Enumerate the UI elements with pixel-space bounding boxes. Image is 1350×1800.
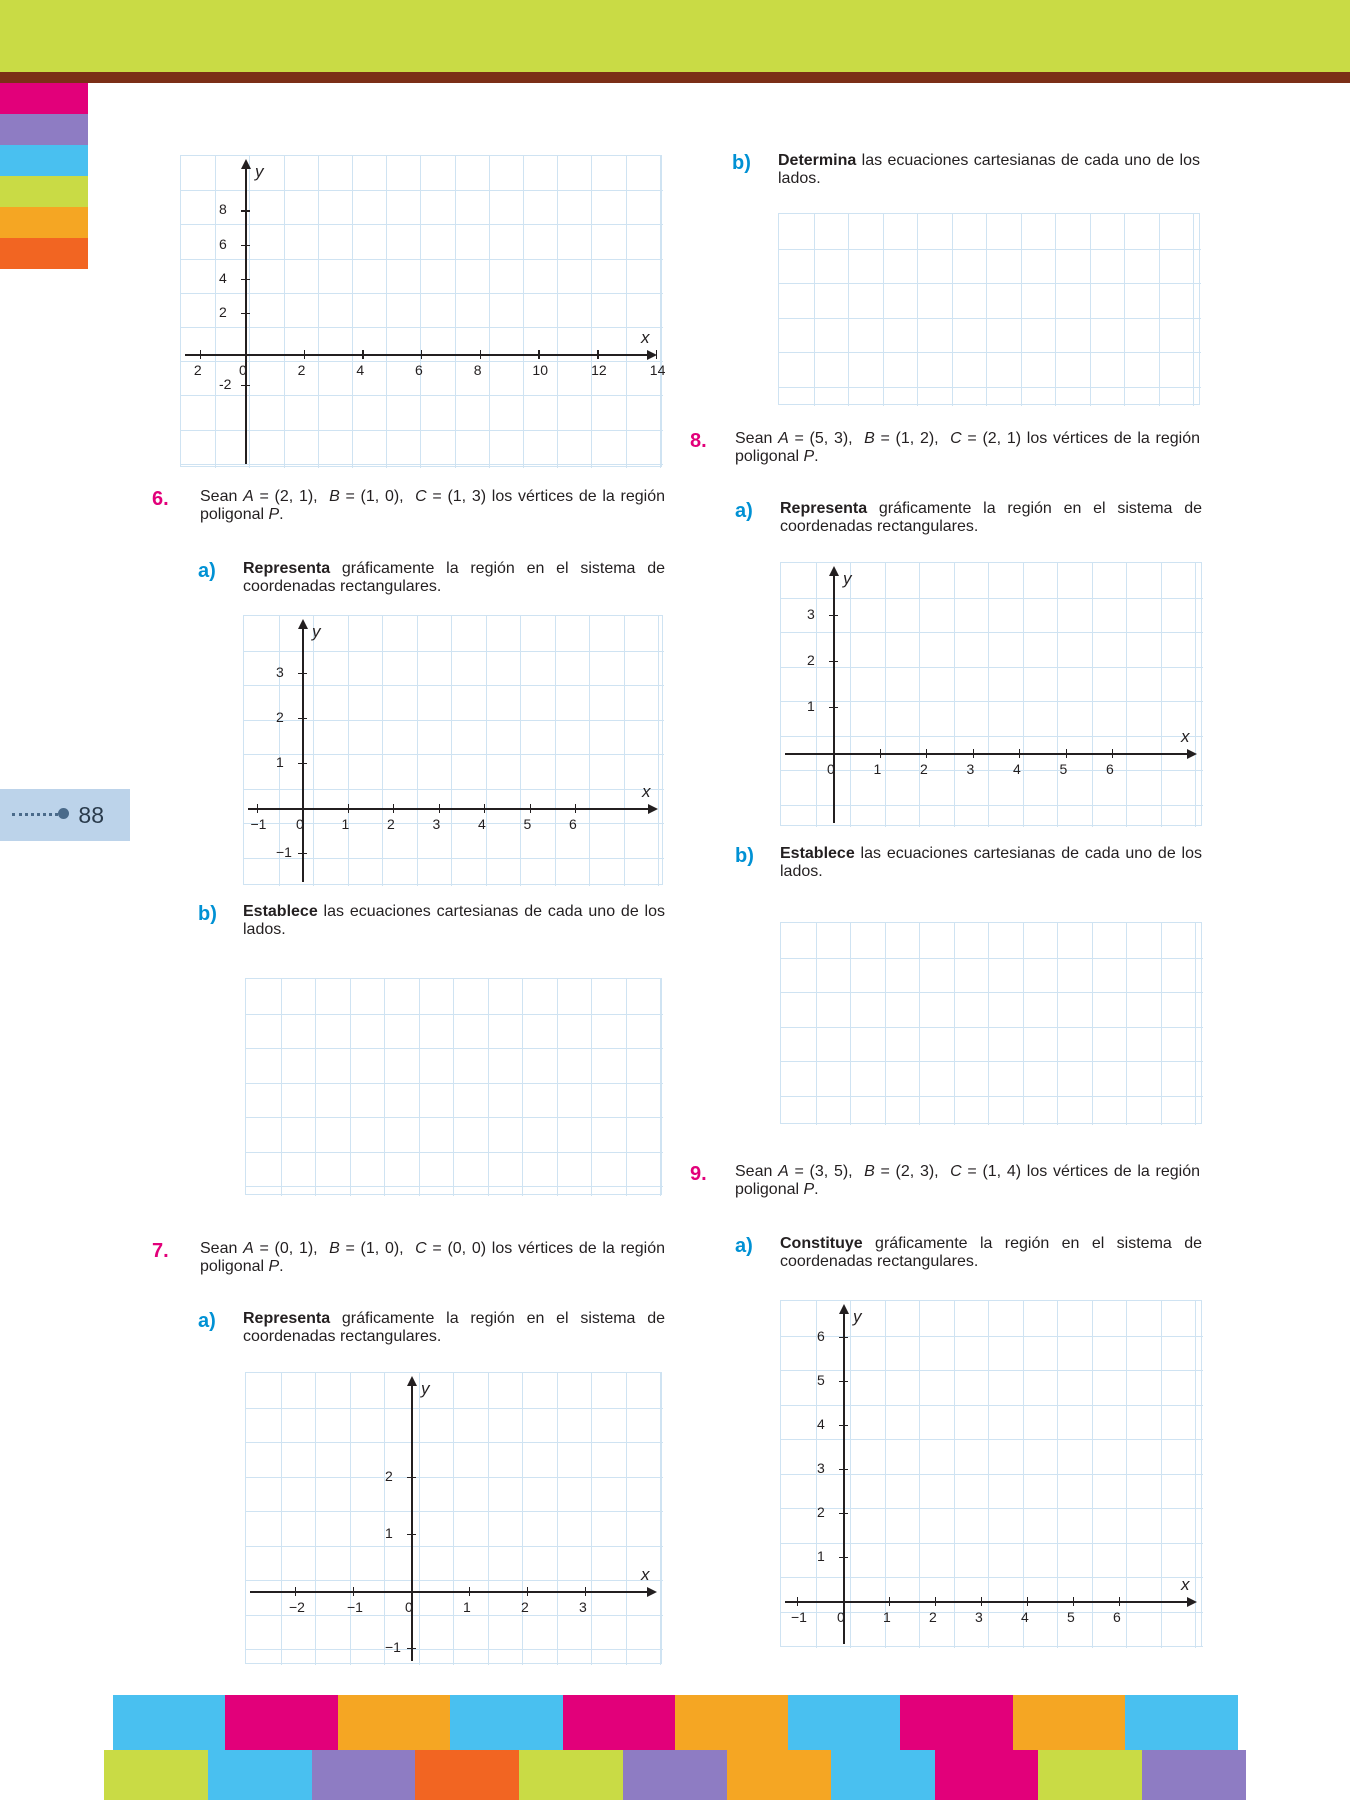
y-tick [298,718,307,719]
color-swatch [519,1750,623,1800]
y-tick [241,385,250,386]
x-tick [1119,1597,1120,1606]
x-tick-label: 0 [405,1599,413,1615]
x-tick [797,1597,798,1606]
y-tick [839,1337,848,1338]
page-tab-dots [12,813,58,816]
y-axis-arrow [241,159,251,169]
x-tick [935,1597,936,1606]
y-tick-label: −1 [385,1639,401,1655]
top-right-item-text [778,152,1200,188]
exercise-6b-rest: las ecuaciones cartesianas de cada uno de los lados. [243,903,665,938]
x-tick-label: 4 [478,816,486,832]
exercise-9-number: 9. [690,1163,707,1185]
y-tick-label: 2 [219,303,227,320]
exercise-6b-text [243,903,665,939]
top-color-band [0,0,1350,72]
x-tick-label: 2 [920,761,928,777]
exercise-8-number: 8. [690,430,707,452]
color-swatch [935,1750,1039,1800]
y-tick [829,707,838,708]
x-tick-label: 0 [837,1609,845,1625]
grid-lines [781,923,1201,1123]
y-tick [839,1469,848,1470]
x-axis [248,808,652,810]
x-tick-label: 1 [463,1599,471,1615]
color-swatch [104,1750,208,1800]
x-axis [185,354,651,356]
y-axis [245,168,247,464]
y-axis-arrow [407,1376,417,1386]
x-tick [295,1587,296,1596]
x-tick [362,350,363,359]
exercise-6-statement: Sean A = (2, 1), B = (1, 0), C = (1, 3) los vértices de la región poligonal P. [200,488,666,523]
exercise-7a-text [243,1310,665,1346]
y-axis-label: y [312,622,321,641]
x-tick [530,804,531,813]
graph-exercise-7a [245,1372,662,1664]
x-tick-label: −1 [250,816,267,832]
y-axis-label: y [421,1379,430,1398]
y-tick [241,279,250,280]
x-tick-label: 1 [873,761,882,777]
color-swatch [113,1695,226,1750]
y-tick-label: 5 [817,1372,825,1388]
x-tick-label: 14 [649,362,666,378]
y-tick-label: 1 [276,754,284,770]
x-tick-label: 5 [1059,761,1068,777]
y-tick-label: 3 [807,606,815,622]
exercise-6a-text [243,560,665,596]
x-tick-label: 3 [975,1609,983,1625]
x-tick [597,350,598,359]
y-axis [843,1313,845,1644]
color-swatch [675,1695,788,1750]
exercise-7-statement: Sean A = (0, 1), B = (1, 0), C = (0, 0) los vértices de la región poligonal P. [200,1240,666,1275]
exercise-9a-letter: a) [735,1235,753,1257]
exercise-9-statement: Sean A = (3, 5), B = (2, 3), C = (1, 4) los vértices de la región poligonal P. [735,1163,1201,1198]
side-color-swatches [0,83,88,269]
exercise-7a-rest: gráficamente la región en el sistema de coordenadas rectangulares. [243,1310,665,1345]
bottom-bar-bottom [0,1750,1350,1800]
bottom-bar-top [0,1695,1350,1750]
x-tick-label: −1 [791,1609,807,1625]
color-swatch [788,1695,901,1750]
x-tick-label: 1 [341,816,350,832]
y-tick [839,1513,848,1514]
exercise-8b-lead: Establece [780,845,855,862]
x-axis-label: x [642,782,651,801]
y-tick-label: 2 [807,652,815,668]
y-tick-label: −1 [276,844,292,860]
color-swatch [225,1695,338,1750]
graph-exercise-9a [780,1300,1202,1647]
color-swatch [0,1695,113,1750]
x-tick-label: 6 [569,816,577,832]
color-swatch [338,1695,451,1750]
exercise-8a-rest: gráficamente la región en el sistema de coordenadas rectangulares. [780,500,1202,535]
y-tick [298,673,307,674]
y-tick [241,210,250,211]
x-tick-label: −2 [289,1599,305,1615]
page-number: 88 [78,801,104,828]
y-tick [241,245,250,246]
color-swatch [900,1695,1013,1750]
x-tick-label: 10 [532,362,548,378]
y-tick-label: 1 [807,698,815,714]
x-tick [304,350,305,359]
y-tick-label: 6 [219,235,227,252]
exercise-6b-letter: b) [198,903,217,925]
x-tick [981,1597,982,1606]
graph-exercise-8a [780,562,1202,826]
graph-exercise-5 [180,155,666,467]
color-swatch [312,1750,416,1800]
y-tick [298,763,307,764]
grid-lines [246,979,661,1194]
y-axis-arrow [839,1304,849,1314]
color-swatch [623,1750,727,1800]
exercise-6a-letter: a) [198,560,216,582]
y-tick-label: 1 [817,1548,825,1564]
x-tick-label: 2 [387,816,395,832]
x-tick [421,350,422,359]
x-tick-label: 12 [591,362,607,378]
x-axis-label: x [1181,1575,1190,1594]
bottom-decoration [0,1695,1350,1800]
x-tick [880,749,881,758]
x-axis-label: x [1181,727,1190,746]
grid-lines [181,156,661,466]
y-tick-label: 2 [276,709,284,725]
top-rule [0,72,1350,83]
x-tick [538,350,539,359]
y-tick [407,1534,416,1535]
y-tick-label: 1 [385,1525,393,1541]
exercise-9a-lead: Constituye [780,1235,863,1252]
x-tick-label: 3 [966,761,975,777]
y-axis-label: y [853,1307,862,1326]
graph-exercise-6a [243,615,663,885]
y-tick [241,313,250,314]
grid-lines [779,214,1199,404]
x-tick-label: 8 [473,362,482,378]
y-axis-arrow [829,566,839,576]
x-tick [257,804,258,813]
x-tick-label: 6 [415,362,423,378]
x-tick-label: 4 [1013,761,1021,777]
x-tick-label: 0 [239,362,247,378]
x-axis-arrow [648,804,658,814]
x-tick [656,350,657,359]
x-tick-label: −1 [347,1599,363,1615]
x-tick [585,1587,586,1596]
y-tick [829,615,838,616]
y-tick [839,1425,848,1426]
x-tick-label: 2 [521,1599,529,1615]
x-axis [785,753,1191,755]
answer-box-6b[interactable] [245,978,662,1195]
y-tick [829,661,838,662]
y-tick-label: 4 [817,1416,825,1432]
x-tick-label: 2 [297,362,306,378]
x-tick [1019,749,1020,758]
exercise-6a-rest: gráficamente la región en el sistema de coordenadas rectangulares. [243,560,665,595]
x-tick [1027,1597,1028,1606]
x-tick [353,1587,354,1596]
y-tick-label: -2 [219,375,232,392]
x-tick [575,804,576,813]
y-tick [839,1381,848,1382]
side-color-swatch [0,114,88,145]
x-axis [250,1591,651,1593]
color-swatch [1246,1750,1350,1800]
exercise-7a-letter: a) [198,1310,216,1332]
top-right-item-letter: b) [732,152,751,174]
color-swatch [1238,1695,1350,1750]
x-tick [527,1587,528,1596]
color-swatch [1013,1695,1126,1750]
top-right-item-rest: las ecuaciones cartesianas de cada uno de los lados. [778,152,1200,187]
x-tick-label: 4 [1021,1609,1029,1625]
exercise-8b-letter: b) [735,845,754,867]
x-tick [973,749,974,758]
exercise-8-statement: Sean A = (5, 3), B = (1, 2), C = (2, 1) los vértices de la región poligonal P. [735,430,1201,465]
exercise-7a-lead: Representa [243,1310,331,1327]
y-tick [407,1477,416,1478]
color-swatch [1125,1695,1238,1750]
exercise-6a-lead: Representa [243,560,331,577]
y-axis-arrow [298,619,308,629]
exercise-8b-text [780,845,1202,881]
exercise-7-number: 7. [152,1240,169,1262]
y-axis-label: y [843,569,852,588]
exercise-8a-letter: a) [735,500,753,522]
x-tick [889,1597,890,1606]
side-color-swatch [0,176,88,207]
y-axis [833,575,835,823]
y-tick [298,853,307,854]
x-tick-label: 4 [356,362,365,378]
color-swatch [1142,1750,1246,1800]
x-tick [348,804,349,813]
x-tick [480,350,481,359]
top-right-item-lead: Determina [778,152,857,169]
color-swatch [415,1750,519,1800]
color-swatch [1038,1750,1142,1800]
color-swatch [727,1750,831,1800]
exercise-8a-text [780,500,1202,536]
x-tick-label: 0 [296,816,304,832]
exercise-9a-text [780,1235,1202,1271]
page-tab-bullet [58,808,69,819]
x-axis-arrow [647,1587,657,1597]
x-tick-label: 0 [827,761,835,777]
x-axis-arrow [1187,1597,1197,1607]
exercise-6-number: 6. [152,488,169,510]
y-tick-label: 3 [817,1460,825,1476]
side-color-swatch [0,238,88,269]
exercise-9a-rest: gráficamente la región en el sistema de coordenadas rectangulares. [780,1235,1202,1270]
x-tick [1073,1597,1074,1606]
page-number-tab [0,789,130,841]
answer-box-8b[interactable] [780,922,1202,1124]
color-swatch [563,1695,676,1750]
exercise-6b-lead: Establece [243,903,318,920]
x-tick-label: 5 [523,816,532,832]
x-tick-label: 2 [929,1609,937,1625]
side-color-swatch [0,83,88,114]
x-axis-arrow [1187,749,1197,759]
x-tick-label: 2 [193,362,202,378]
side-color-swatch [0,145,88,176]
side-color-swatch [0,207,88,238]
color-swatch [0,1750,104,1800]
x-tick [393,804,394,813]
y-tick [407,1648,416,1649]
x-tick [439,804,440,813]
x-tick [926,749,927,758]
y-tick-label: 8 [219,201,227,218]
x-tick [1066,749,1067,758]
color-swatch [450,1695,563,1750]
x-tick-label: 5 [1067,1609,1075,1625]
x-tick-label: 3 [579,1599,587,1615]
y-tick [839,1557,848,1558]
x-tick [484,804,485,813]
color-swatch [831,1750,935,1800]
y-tick-label: 4 [219,269,227,286]
x-tick-label: 3 [432,816,441,832]
y-axis [411,1385,413,1661]
x-tick [469,1587,470,1596]
y-tick-label: 3 [276,664,284,680]
exercise-8a-lead: Representa [780,500,868,517]
answer-box-top-right[interactable] [778,213,1200,405]
x-tick-label: 6 [1106,761,1114,777]
y-tick-label: 6 [817,1328,825,1344]
grid-lines [781,563,1201,825]
exercise-8b-rest: las ecuaciones cartesianas de cada uno de los lados. [780,845,1202,880]
x-axis-label: x [641,328,650,347]
x-tick [1112,749,1113,758]
y-tick-label: 2 [817,1504,825,1520]
color-swatch [208,1750,312,1800]
grid-lines [246,1373,661,1663]
x-axis-label: x [641,1565,650,1584]
x-axis [785,1601,1191,1603]
y-axis [302,628,304,882]
grid-lines [244,616,662,884]
x-tick [200,350,201,359]
y-axis-label: y [255,162,264,181]
x-tick-label: 6 [1113,1609,1121,1625]
y-tick-label: 2 [385,1468,393,1484]
x-tick-label: 1 [883,1609,891,1625]
